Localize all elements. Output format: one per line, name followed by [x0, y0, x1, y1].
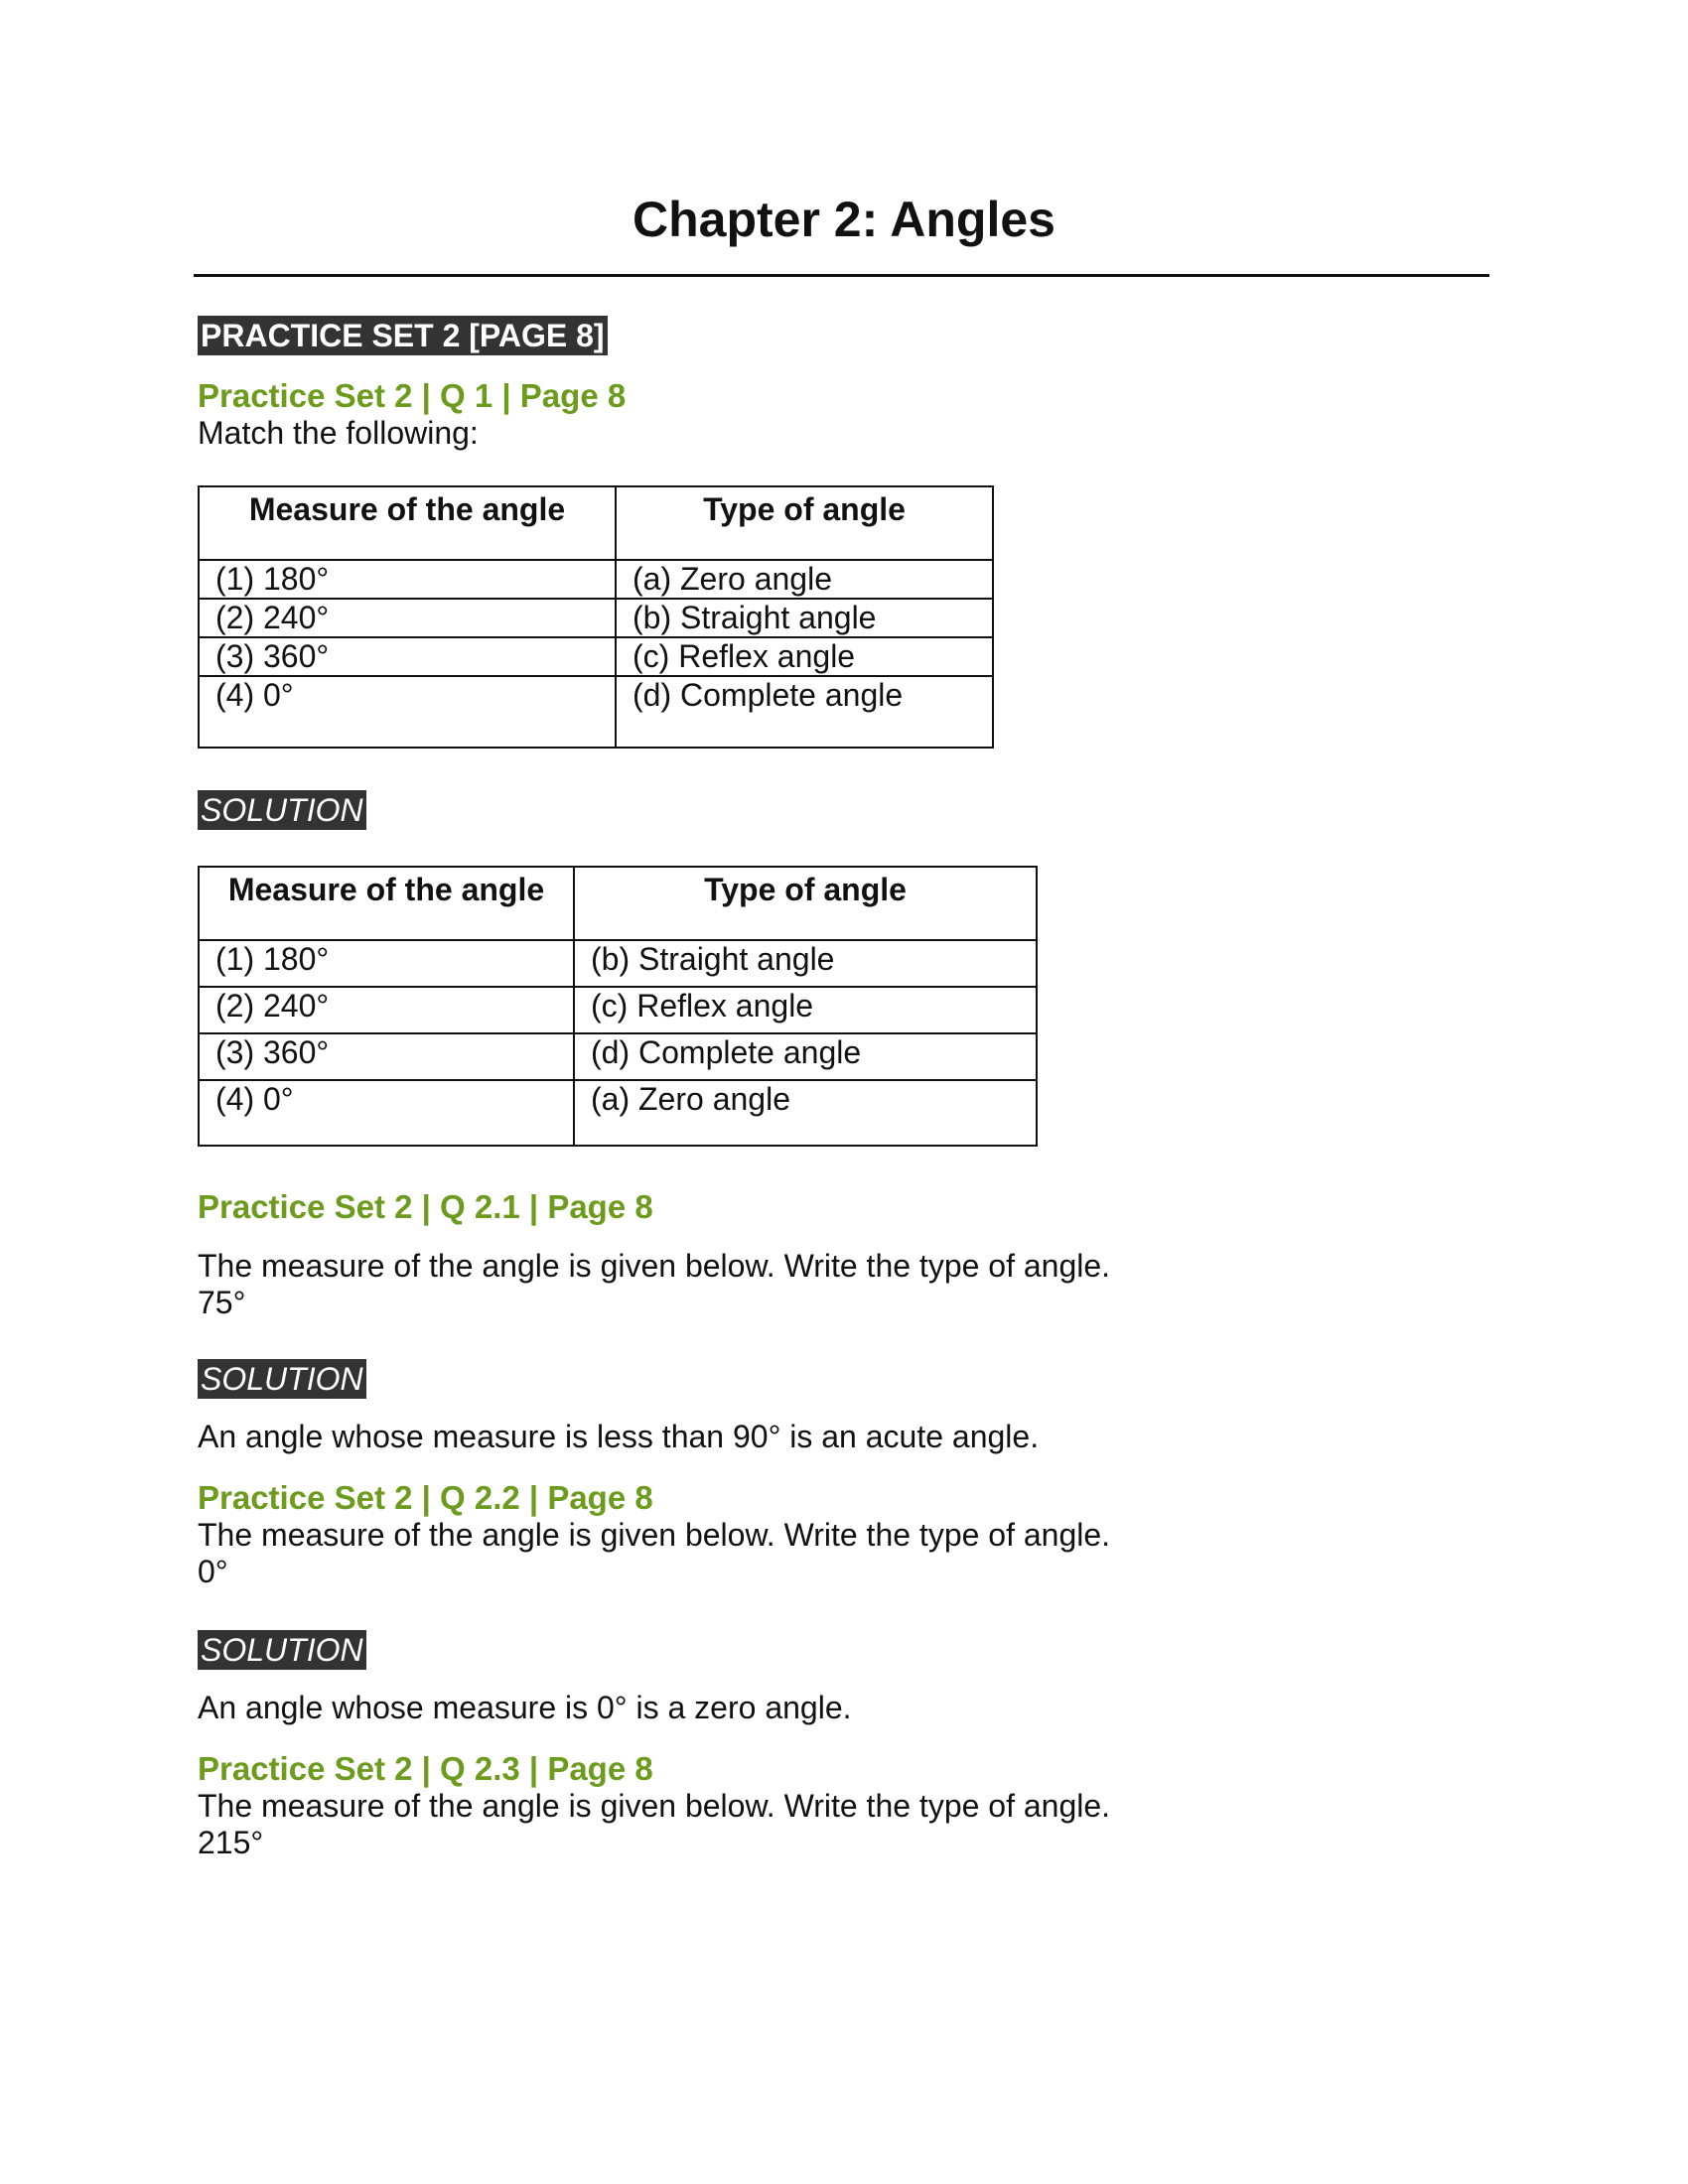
section-label: PRACTICE SET 2 [PAGE 8] [198, 316, 608, 355]
table-cell: (c) Reflex angle [574, 987, 1037, 1033]
document-body [198, 316, 1488, 1861]
title-divider [194, 274, 1489, 277]
table-cell: (d) Complete angle [574, 1033, 1037, 1080]
table-cell: (a) Zero angle [574, 1080, 1037, 1146]
table-row [199, 987, 1037, 1033]
question-heading-q2-2: Practice Set 2 | Q 2.2 | Page 8 [198, 1479, 653, 1516]
table-cell: (4) 0° [199, 676, 616, 748]
table-header-measure: Measure of the angle [199, 486, 616, 560]
solution-label: SOLUTION [198, 1359, 366, 1399]
question-prompt-q2-1: The measure of the angle is given below. Write the type of angle. [198, 1248, 1111, 1284]
solution-label: SOLUTION [198, 1630, 366, 1670]
question-value-q2-2: 0° [198, 1554, 228, 1589]
table-row [199, 1033, 1037, 1080]
question-heading-q2-1: Practice Set 2 | Q 2.1 | Page 8 [198, 1188, 653, 1225]
table-row [199, 560, 993, 599]
question-table-q1 [198, 485, 994, 749]
table-header-measure: Measure of the angle [199, 867, 574, 940]
question-heading-q1: Practice Set 2 | Q 1 | Page 8 [198, 377, 627, 414]
table-cell: (d) Complete angle [616, 676, 993, 748]
question-heading-q2-3: Practice Set 2 | Q 2.3 | Page 8 [198, 1750, 653, 1787]
solution-table-q1 [198, 866, 1038, 1147]
table-cell: (b) Straight angle [574, 940, 1037, 987]
table-cell: (c) Reflex angle [616, 637, 993, 676]
table-header-type: Type of angle [574, 867, 1037, 940]
table-row [199, 676, 993, 748]
table-cell: (4) 0° [199, 1080, 574, 1146]
table-cell: (b) Straight angle [616, 599, 993, 637]
solution-label: SOLUTION [198, 790, 366, 830]
question-prompt-q1: Match the following: [198, 415, 479, 451]
table-header-row [199, 486, 993, 560]
table-cell: (1) 180° [199, 940, 574, 987]
table-cell: (2) 240° [199, 599, 616, 637]
question-prompt-q2-3: The measure of the angle is given below. Write the type of angle. [198, 1788, 1111, 1824]
table-cell: (2) 240° [199, 987, 574, 1033]
table-cell: (3) 360° [199, 637, 616, 676]
page-title: Chapter 2: Angles [632, 192, 1055, 247]
table-row [199, 599, 993, 637]
solution-text-q2-1: An angle whose measure is less than 90° is an acute angle. [198, 1419, 1040, 1454]
table-row [199, 1080, 1037, 1146]
question-value-q2-3: 215° [198, 1825, 264, 1860]
table-cell: (a) Zero angle [616, 560, 993, 599]
table-header-type: Type of angle [616, 486, 993, 560]
question-prompt-q2-2: The measure of the angle is given below. Write the type of angle. [198, 1517, 1111, 1553]
solution-text-q2-2: An angle whose measure is 0° is a zero angle. [198, 1690, 852, 1725]
table-cell: (1) 180° [199, 560, 616, 599]
table-cell: (3) 360° [199, 1033, 574, 1080]
question-value-q2-1: 75° [198, 1285, 246, 1320]
table-header-row [199, 867, 1037, 940]
table-row [199, 637, 993, 676]
table-row [199, 940, 1037, 987]
